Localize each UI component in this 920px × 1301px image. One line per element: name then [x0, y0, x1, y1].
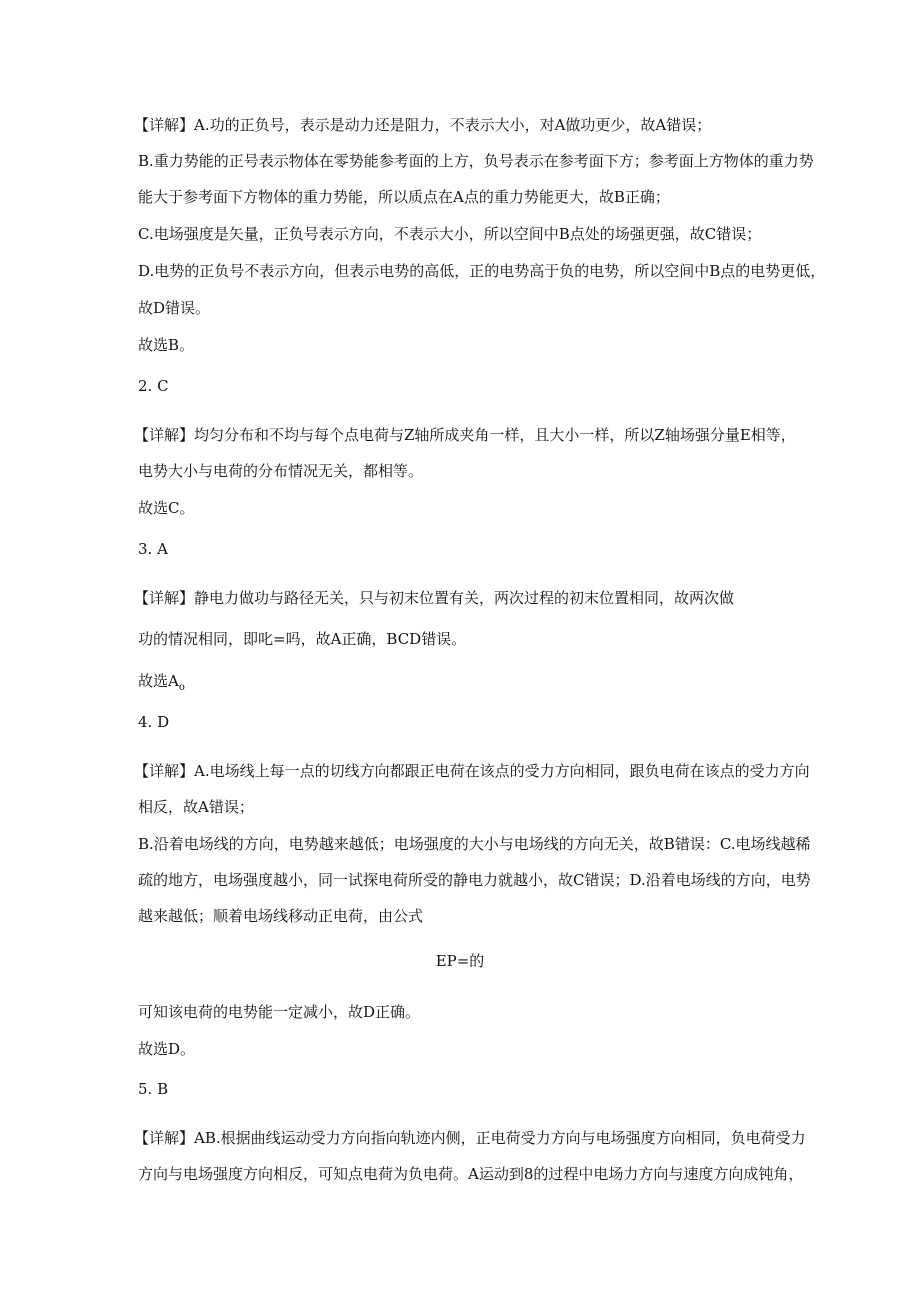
paragraph-line: 相反，故A错误；	[138, 798, 254, 816]
paragraph-line: 【详解】均匀分布和不均与每个点电荷与Z轴所成夹角一样，且大小一样，所以Z轴场强分量E相等，	[134, 426, 796, 444]
paragraph-line: 越来越低；顺着电场线移动正电荷，由公式	[138, 907, 424, 925]
paragraph-line: 【详解】A.电场线上每一点的切线方向都跟正电荷在该点的受力方向相同，跟负电荷在该点的受力方向	[134, 762, 810, 780]
paragraph-line: C.电场强度是矢量，正负号表示方向，不表示大小，所以空间中B点处的场强更强，故C错误；	[138, 225, 762, 243]
paragraph-text: 故选A	[138, 672, 179, 690]
paragraph-line: 可知该电荷的电势能一定减小，故D正确。	[138, 1003, 421, 1021]
paragraph-line: 电势大小与电荷的分布情况无关，都相等。	[138, 462, 424, 480]
paragraph-line: 故选D。	[138, 1040, 196, 1058]
paragraph-line: 【详解】AB.根据曲线运动受力方向指向轨迹内侧，正电荷受力方向与电场强度方向相同，负电荷受力	[134, 1129, 806, 1147]
formula-line: EP=的	[435, 952, 485, 970]
paragraph-line: 故D错误。	[138, 299, 211, 317]
paragraph-line: B.重力势能的正号表示物体在零势能参考面的上方，负号表示在参考面下方；参考面上方物体的重力势	[138, 152, 814, 170]
paragraph-line: 【详解】静电力做功与路径无关，只与初末位置有关，两次过程的初末位置相同，故两次做	[134, 589, 735, 607]
paragraph-line: 【详解】A.功的正负号，表示是动力还是阻力，不表示大小，对A做功更少，故A错误；	[134, 116, 712, 134]
answer-number: 5. B	[138, 1080, 169, 1098]
answer-number: 3. A	[138, 540, 168, 558]
paragraph-line: 故选B。	[138, 336, 195, 354]
paragraph-line: 方向与电场强度方向相反，可知点电荷为负电荷。A运动到8的过程中电场力方向与速度方向成钝角，	[138, 1165, 804, 1183]
paragraph-line	[138, 670, 844, 699]
paragraph-line: 疏的地方，电场强度越小，同一试探电荷所受的静电力就越小，故C错误；D.沿着电场线的方向，电势	[138, 871, 811, 889]
subscript-mark: o	[178, 682, 185, 693]
paragraph-line: 能大于参考面下方物体的重力势能，所以质点在A点的重力势能更大，故B正确；	[138, 188, 670, 206]
paragraph-line: 故选C。	[138, 499, 195, 517]
paragraph-line: B.沿着电场线的方向，电势越来越低；电场强度的大小与电场线的方向无关，故B错误：C.电场线越稀	[138, 835, 811, 853]
paragraph-line: 功的情况相同，即叱=吗，故A正确，BCD错误。	[138, 630, 467, 648]
answer-number: 2. C	[138, 377, 169, 395]
answer-number: 4. D	[138, 713, 170, 731]
paragraph-line: D.电势的正负号不表示方向，但表示电势的高低，正的电势高于负的电势，所以空间中B点的电势更低，	[138, 262, 826, 280]
